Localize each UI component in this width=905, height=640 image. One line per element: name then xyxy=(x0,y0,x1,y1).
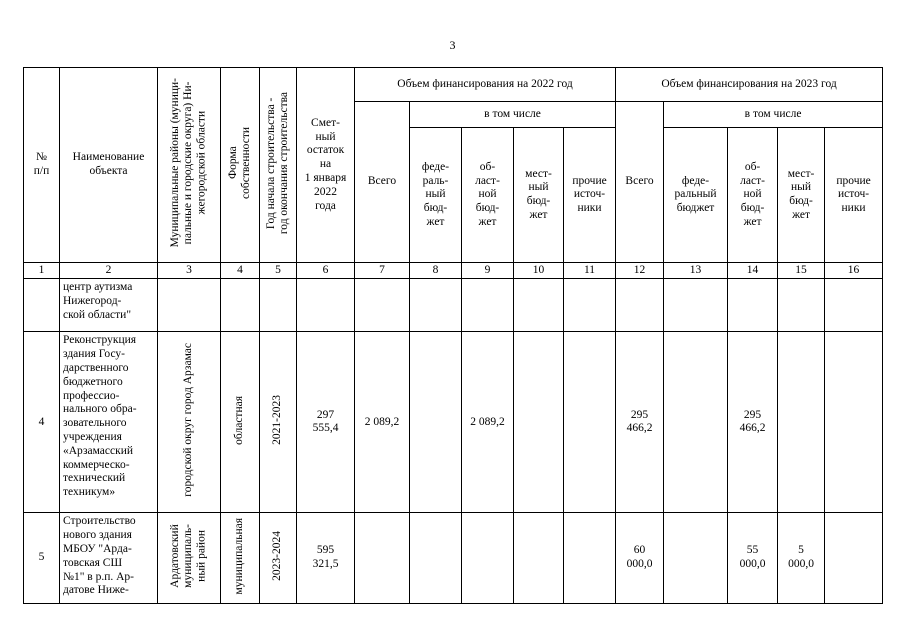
header-mest-2023: мест- ный бюд- жет xyxy=(778,128,825,263)
column-number: 9 xyxy=(462,263,514,279)
row-num: 4 xyxy=(24,332,60,513)
table-row xyxy=(24,279,883,332)
header-other-2023: прочие источ- ники xyxy=(825,128,883,263)
row-num xyxy=(24,279,60,332)
row-mest-2022 xyxy=(514,513,564,604)
row-mest-2023 xyxy=(778,279,825,332)
header-obl-2022: об- ласт- ной бюд- жет xyxy=(462,128,514,263)
header-incl-2022: в том числе xyxy=(410,102,616,128)
header-fed-2022: феде- раль- ный бюд- жет xyxy=(410,128,462,263)
header-balance: Смет- ный остаток на 1 января 2022 года xyxy=(297,68,355,263)
column-number: 4 xyxy=(221,263,260,279)
row-total-2022 xyxy=(355,513,410,604)
row-years: 2021-2023 xyxy=(260,332,297,513)
row-other-2022 xyxy=(564,279,616,332)
row-fed-2023 xyxy=(664,279,728,332)
column-number-row xyxy=(24,263,883,279)
row-mest-2023: 5 000,0 xyxy=(778,513,825,604)
row-fed-2022 xyxy=(410,279,462,332)
column-number: 2 xyxy=(60,263,158,279)
header-district: Муниципальные районы (муници- пальные и городские округа) Ни- жегородской области xyxy=(158,68,221,263)
row-other-2022 xyxy=(564,513,616,604)
table-row xyxy=(24,513,883,604)
table-row xyxy=(24,332,883,513)
row-fed-2023 xyxy=(664,332,728,513)
row-district: городской округ город Арзамас xyxy=(158,332,221,513)
row-num: 5 xyxy=(24,513,60,604)
header-incl-2023: в том числе xyxy=(664,102,883,128)
row-fed-2022 xyxy=(410,513,462,604)
row-total-2023 xyxy=(616,279,664,332)
row-other-2022 xyxy=(564,332,616,513)
row-total-2023: 60 000,0 xyxy=(616,513,664,604)
column-number: 5 xyxy=(260,263,297,279)
row-name: Реконструкция здания Госу- дарственного бюджетного профессио- нального обра- зовательного учреждения «Арзамасский коммерческо- технический техникум» xyxy=(60,332,158,513)
row-total-2022 xyxy=(355,279,410,332)
row-fed-2023 xyxy=(664,513,728,604)
header-fin-2023: Объем финансирования на 2023 год xyxy=(616,68,883,102)
row-balance xyxy=(297,279,355,332)
column-number: 11 xyxy=(564,263,616,279)
row-mest-2022 xyxy=(514,332,564,513)
column-number: 15 xyxy=(778,263,825,279)
row-district xyxy=(158,279,221,332)
header-num: № п/п xyxy=(24,68,60,263)
row-obl-2022 xyxy=(462,513,514,604)
row-obl-2022: 2 089,2 xyxy=(462,332,514,513)
header-total-2023: Всего xyxy=(616,102,664,263)
header-ownership: Форма собственности xyxy=(221,68,260,263)
row-ownership: муниципальная xyxy=(221,513,260,604)
row-obl-2023: 55 000,0 xyxy=(728,513,778,604)
column-number: 8 xyxy=(410,263,462,279)
row-years: 2023-2024 xyxy=(260,513,297,604)
column-number: 14 xyxy=(728,263,778,279)
header-years: Год начала строительства - год окончания строительства xyxy=(260,68,297,263)
row-obl-2023: 295 466,2 xyxy=(728,332,778,513)
row-other-2023 xyxy=(825,332,883,513)
row-total-2022: 2 089,2 xyxy=(355,332,410,513)
column-number: 16 xyxy=(825,263,883,279)
row-years xyxy=(260,279,297,332)
column-number: 3 xyxy=(158,263,221,279)
row-ownership xyxy=(221,279,260,332)
row-balance: 595 321,5 xyxy=(297,513,355,604)
column-number: 12 xyxy=(616,263,664,279)
header-other-2022: прочие источ- ники xyxy=(564,128,616,263)
row-name: Строительство нового здания МБОУ "Арда- товская СШ №1" в р.п. Ар- датове Ниже- xyxy=(60,513,158,604)
header-fed-2023: феде- ральный бюджет xyxy=(664,128,728,263)
row-other-2023 xyxy=(825,513,883,604)
column-number: 6 xyxy=(297,263,355,279)
row-other-2023 xyxy=(825,279,883,332)
column-number: 13 xyxy=(664,263,728,279)
row-name: центр аутизма Нижегород- ской области" xyxy=(60,279,158,332)
row-fed-2022 xyxy=(410,332,462,513)
row-mest-2022 xyxy=(514,279,564,332)
row-total-2023: 295 466,2 xyxy=(616,332,664,513)
row-balance: 297 555,4 xyxy=(297,332,355,513)
column-number: 1 xyxy=(24,263,60,279)
financing-table xyxy=(23,67,883,604)
row-obl-2022 xyxy=(462,279,514,332)
row-ownership: областная xyxy=(221,332,260,513)
header-mest-2022: мест- ный бюд- жет xyxy=(514,128,564,263)
row-obl-2023 xyxy=(728,279,778,332)
row-mest-2023 xyxy=(778,332,825,513)
column-number: 10 xyxy=(514,263,564,279)
header-fin-2022: Объем финансирования на 2022 год xyxy=(355,68,616,102)
column-number: 7 xyxy=(355,263,410,279)
header-total-2022: Всего xyxy=(355,102,410,263)
row-district: Ардатовский муниципаль- ный район xyxy=(158,513,221,604)
header-obl-2023: об- ласт- ной бюд- жет xyxy=(728,128,778,263)
header-row-1 xyxy=(24,68,883,102)
header-name: Наименование объекта xyxy=(60,68,158,263)
page-number: 3 xyxy=(449,38,456,52)
